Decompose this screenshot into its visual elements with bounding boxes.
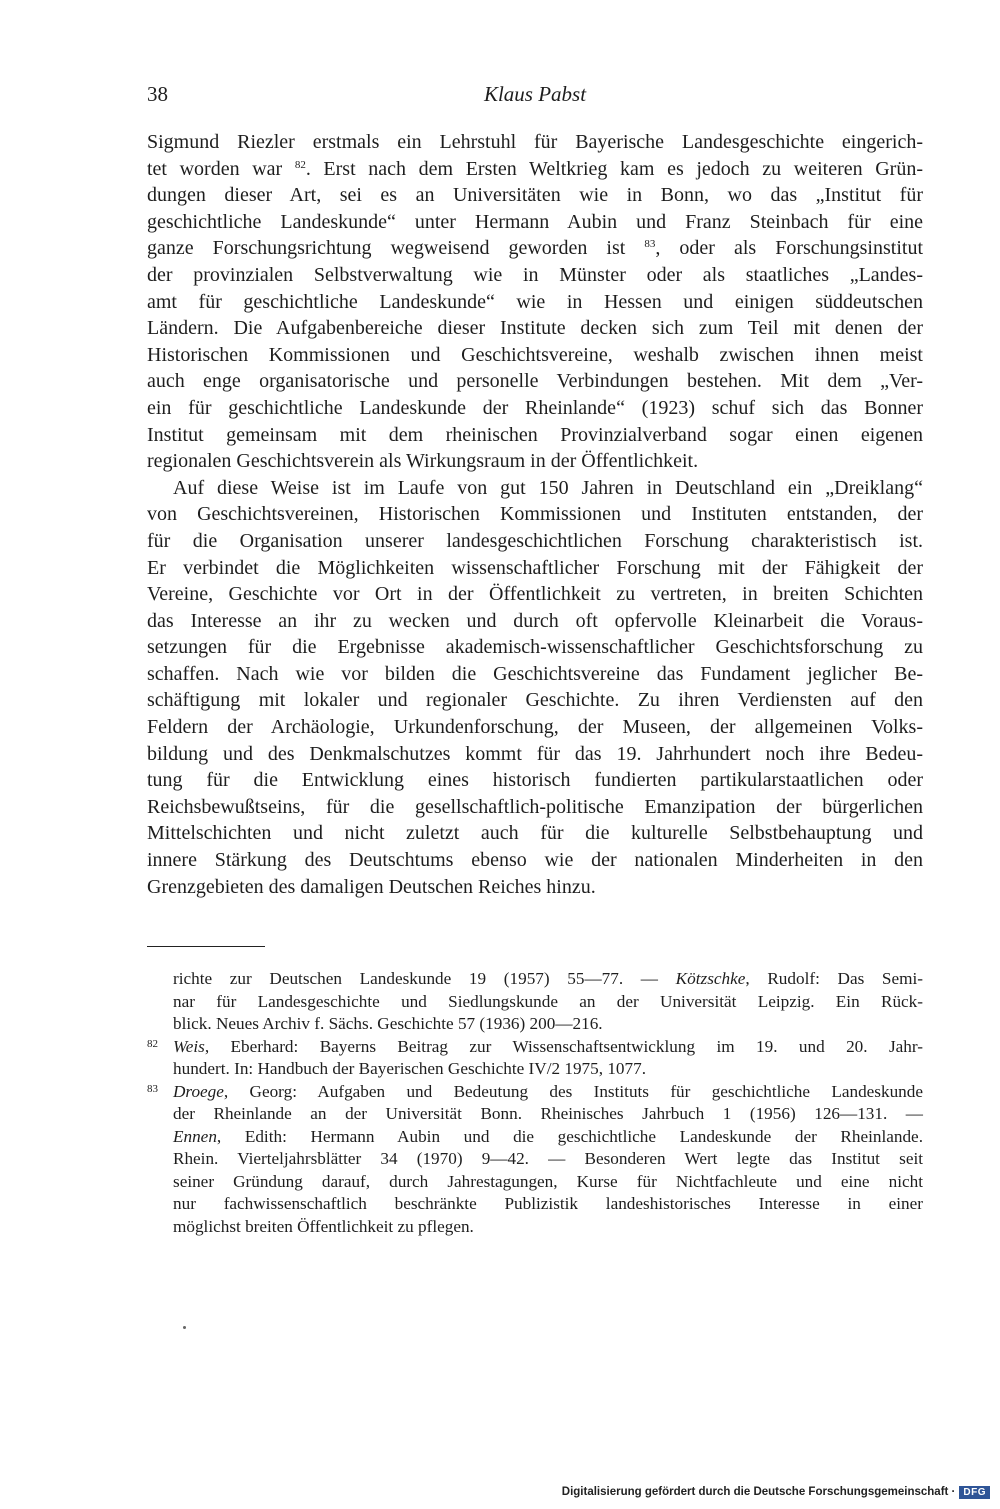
footnote-line: nur fachwissenschaftlich beschränkte Publizistik landeshistorisches Interesse in einer (173, 1194, 923, 1213)
text-line: geschichtliche Landeskunde“ unter Hermann Aubin und Franz Steinbach für eine (147, 210, 923, 233)
page-number: 38 (147, 82, 168, 106)
text-line: regionalen Geschichtsverein als Wirkungsraum in der Öffentlichkeit. (147, 450, 699, 473)
text-line: Auf diese Weise ist im Laufe von gut 150 Jahren in Deutschland ein „Dreiklang“ (173, 476, 923, 499)
dfg-logo: DFG (959, 1486, 990, 1499)
text-line: der provinzialen Selbstverwaltung wie in Münster oder als staatliches „Landes- (147, 263, 923, 286)
text-line: amt für geschichtliche Landeskunde“ wie in Hessen und einigen süddeutschen (147, 290, 923, 313)
footnote-line: richte zur Deutschen Landeskunde 19 (1957) 55—77. — Kötzschke, Rudolf: Das Semi- (173, 969, 923, 988)
text-line: dungen dieser Art, sei es an Universitäten wie in Bonn, wo das „Institut für (147, 184, 923, 207)
text-line: auch enge organisatorische und personelle Verbindungen bestehen. Mit dem „Ver- (147, 370, 923, 393)
digitization-footer (562, 1483, 990, 1501)
text-line: das Interesse an ihr zu wecken und durch oft opfervolle Kleinarbeit die Voraus- (147, 609, 923, 632)
footer-credit: Digitalisierung gefördert durch die Deutsche Forschungsgemeinschaft · (561, 1486, 956, 1498)
text-line: Feldern der Archäologie, Urkundenforschung, der Museen, der allgemeinen Volks- (147, 716, 923, 739)
footnote-line: Ennen, Edith: Hermann Aubin und die geschichtliche Landeskunde der Rheinlande. (173, 1126, 923, 1146)
footnote-ref: 82 (294, 158, 306, 171)
text-line: bildung und des Denkmalschutzes kommt für das 19. Jahrhundert noch ihre Bedeu- (147, 742, 923, 765)
text-line: Vereine, Geschichte vor Ort in der Öffentlichkeit zu vertreten, in breiten Schichten (147, 583, 923, 606)
text-line: Grenzgebieten des damaligen Deutschen Reiches hinzu. (147, 875, 596, 898)
footnote-number: 82 (147, 1037, 158, 1050)
text-line: schäftigung mit lokaler und regionaler Geschichte. Zu ihren Verdiensten auf den (147, 689, 923, 712)
footnotes (147, 968, 923, 1238)
text-line: setzungen für die Ergebnisse akademisch-wissenschaftlicher Geschichtsforschung zu (147, 636, 923, 659)
footnote-line: 83 Droege, Georg: Aufgaben und Bedeutung des Instituts für geschichtliche Landeskunde (147, 1081, 923, 1101)
text-line: ganze Forschungsrichtung wegweisend geworden ist $^{83}$, oder als Forschungsinstitut (147, 237, 923, 260)
footnote-line: blick. Neues Archiv f. Sächs. Geschichte 57 (1936) 200—216. (173, 1014, 603, 1033)
text-line: Historischen Kommissionen und Geschichtsvereine, weshalb zwischen ihnen meist (147, 343, 923, 366)
footnote-separator (147, 946, 265, 947)
scan-speck (183, 1326, 186, 1329)
text-line: für die Organisation unserer landesgeschichtlichen Forschung charakteristisch ist. (147, 529, 923, 552)
text-line: schaffen. Nach wie vor bilden die Geschichtsvereine das Fundament jeglicher Be- (147, 662, 923, 685)
page-header (147, 82, 923, 112)
text-line: Reichsbewußtseins, für die gesellschaftlich-politische Emanzipation der bürgerlichen (147, 795, 923, 818)
text-line: Sigmund Riezler erstmals ein Lehrstuhl für Bayerische Landesgeschichte eingerich- (147, 131, 923, 153)
text-line: innere Stärkung des Deutschtums ebenso wie der nationalen Minderheiten in den (147, 849, 923, 872)
footnote-line: 82 Weis, Eberhard: Bayerns Beitrag zur Wissenschaftsentwicklung im 19. und 20. Jahr- (147, 1036, 923, 1056)
main-text (147, 129, 923, 900)
footnote-line: nar für Landesgeschichte und Siedlungskunde an der Universität Leipzig. Ein Rück- (173, 991, 923, 1011)
footnote-number: 83 (147, 1082, 158, 1095)
text-line: ein für geschichtliche Landeskunde der Rheinlande“ (1923) schuf sich das Bonner (147, 396, 923, 419)
text-line: tung für die Entwicklung eines historisch fundierten partikularstaatlichen oder (147, 769, 923, 792)
footnote-line: der Rheinlande an der Universität Bonn. Rheinisches Jahrbuch 1 (1956) 126—131. — (173, 1104, 923, 1123)
footnote-line: hundert. In: Handbuch der Bayerischen Geschichte IV/2 1975, 1077. (173, 1059, 647, 1078)
footnote-line: Rhein. Vierteljahrsblätter 34 (1970) 9—42. — Besonderen Wert legte das Institut seit (173, 1149, 923, 1168)
text-line: Ländern. Die Aufgabenbereiche dieser Institute decken sich zum Teil mit denen der (147, 317, 923, 340)
text-line: tet worden war $^{82}$. Erst nach dem Ersten Weltkrieg kam es jedoch zu weiteren Grün- (147, 157, 924, 180)
footnote-ref: 83 (644, 238, 656, 251)
text-line: Mittelschichten und nicht zuletzt auch für die kulturelle Selbstbehauptung und (147, 822, 923, 845)
text-line: Institut gemeinsam mit dem rheinischen Provinzialverband sogar einen eigenen (147, 423, 923, 446)
text-line: von Geschichtsvereinen, Historischen Kommissionen und Instituten entstanden, der (147, 503, 923, 526)
running-title: Klaus Pabst (483, 82, 587, 106)
footnote-line: seiner Gründung darauf, durch Jahrestagungen, Kurse für Nichtfachleute und eine nicht (173, 1171, 923, 1191)
footnote-line: möglichst breiten Öffentlichkeit zu pflegen. (173, 1216, 474, 1236)
text-line: Er verbindet die Möglichkeiten wissenschaftlicher Forschung mit der Fähigkeit der (147, 556, 923, 579)
